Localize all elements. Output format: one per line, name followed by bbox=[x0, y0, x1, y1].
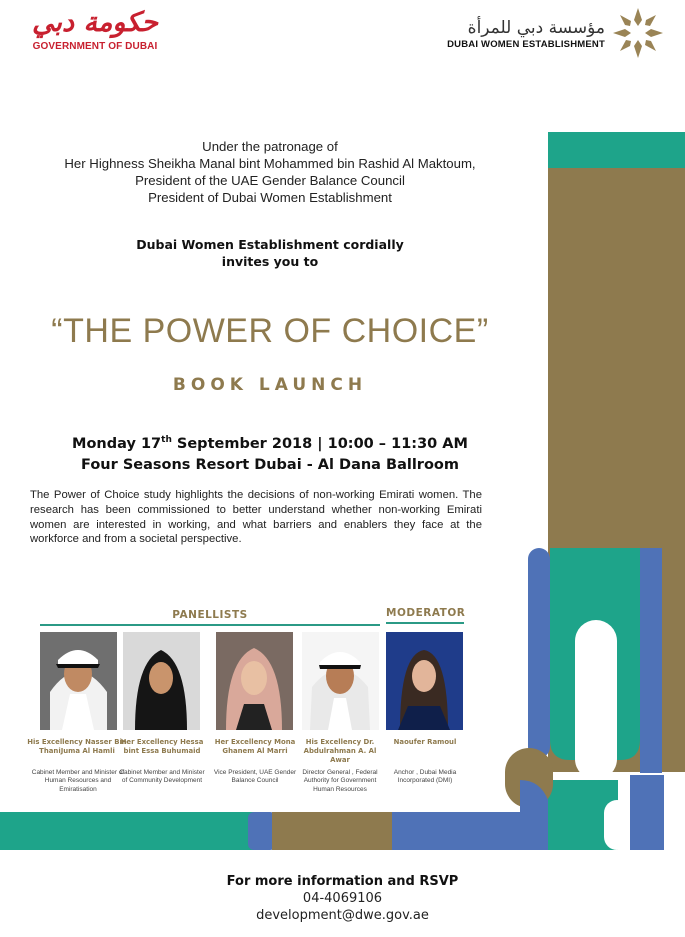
portrait-moderator bbox=[386, 632, 463, 730]
rsvp-label: For more information and RSVP bbox=[226, 874, 459, 889]
gov-logo-english: GOVERNMENT OF DUBAI bbox=[32, 41, 158, 52]
moderator-divider bbox=[386, 622, 464, 624]
patronage-line-2: Her Highness Sheikha Manal bint Mohammed bin Rashid Al Maktoum, bbox=[64, 156, 476, 171]
panellist-2-name: Her Excellency Hessa bint Essa Buhumaid bbox=[120, 738, 204, 755]
dwe-logo-arabic: مؤسسة دبي للمرأة bbox=[467, 17, 605, 38]
dwe-star-emblem-icon bbox=[611, 6, 665, 60]
moderator-header bbox=[386, 607, 464, 624]
invitation-text bbox=[0, 236, 540, 270]
panellists-divider bbox=[40, 624, 380, 626]
event-subtitle: BOOK LAUNCH bbox=[172, 375, 368, 395]
rsvp-email[interactable]: development@dwe.gov.ae bbox=[256, 908, 429, 923]
rsvp-phone[interactable]: 04-4069106 bbox=[302, 891, 383, 906]
panellist-3-name: Her Excellency Mona Ghanem Al Marri bbox=[214, 738, 296, 755]
portrait-panellist-3 bbox=[216, 632, 293, 730]
moderator-heading: MODERATOR bbox=[386, 607, 466, 619]
patronage-block bbox=[0, 138, 540, 206]
event-title: “THE POWER OF CHOICE” bbox=[51, 312, 489, 350]
panellist-1-role: Cabinet Member and Minister of Human Resources and Emiratisation bbox=[31, 769, 125, 793]
event-venue: Four Seasons Resort Dubai - Al Dana Ballroom bbox=[81, 456, 459, 473]
patronage-line-3: President of the UAE Gender Balance Council bbox=[135, 173, 405, 188]
portrait-panellist-1 bbox=[40, 632, 117, 730]
invite-line-2: invites you to bbox=[221, 254, 319, 269]
white-pill bbox=[575, 620, 617, 780]
moderator-name: Naoufer Ramoul bbox=[393, 738, 457, 746]
event-description: The Power of Choice study highlights the decisions of non-working Emirati women. The research has been commissioned to better understand whether non-working Emirati women are interested in working, and what barriers and enablers they face at the workforce and from a societal perspective. bbox=[30, 489, 482, 546]
portrait-panellist-4 bbox=[302, 632, 379, 730]
white-figure bbox=[600, 168, 685, 500]
patronage-line-4: President of Dubai Women Establishment bbox=[148, 190, 392, 205]
teal-band-top bbox=[548, 132, 685, 168]
blue-block-right bbox=[630, 775, 664, 850]
gold-band-bottom bbox=[272, 812, 405, 850]
dubai-women-establishment-logo bbox=[447, 4, 665, 62]
government-of-dubai-logo bbox=[30, 8, 160, 52]
panellist-4-role: Director General , Federal Authority for Government Human Resources bbox=[302, 769, 378, 793]
invite-line-1: Dubai Women Establishment cordially bbox=[136, 237, 404, 252]
white-notch bbox=[604, 800, 630, 850]
blue-band-bottom bbox=[248, 812, 276, 850]
panellist-3-role: Vice President, UAE Gender Balance Council bbox=[213, 769, 297, 785]
blue-bar-left bbox=[528, 548, 550, 758]
gov-logo-arabic: حكومة دبي bbox=[32, 7, 158, 38]
teal-band-bottom bbox=[0, 812, 270, 850]
portrait-panellist-2 bbox=[123, 632, 200, 730]
dwe-logo-english: DUBAI WOMEN ESTABLISHMENT bbox=[447, 38, 605, 50]
moderator-role: Anchor , Dubai Media Incorporated (DMI) bbox=[393, 769, 457, 785]
panellist-1-name: His Excellency Nasser Bin ThaniJuma Al Hamli bbox=[27, 738, 127, 755]
event-datetime-venue bbox=[0, 430, 540, 476]
event-datetime: Monday 17th September 2018 | 10:00 – 11:30 AM bbox=[72, 435, 468, 452]
panellists-heading: PANELLISTS bbox=[172, 609, 248, 621]
panellist-2-role: Cabinet Member and Minister of Community Development bbox=[119, 769, 205, 785]
panellist-4-name: His Excellency Dr. Abdulrahman A. Al Awar bbox=[303, 738, 377, 764]
panellists-header bbox=[40, 609, 380, 626]
footer-contact bbox=[0, 873, 685, 924]
patronage-line-1: Under the patronage of bbox=[202, 139, 338, 154]
blue-bar-right bbox=[640, 548, 662, 773]
